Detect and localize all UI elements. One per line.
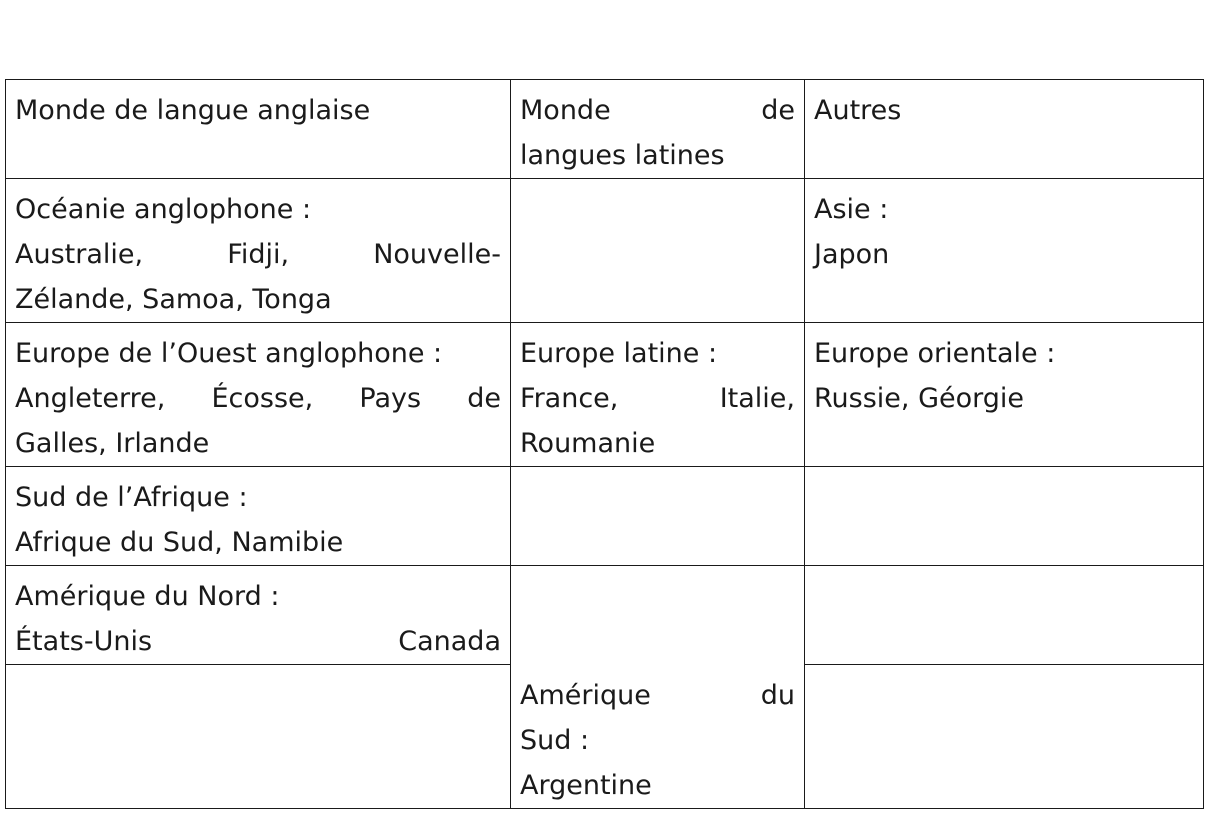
- cell-north-america: [6, 566, 511, 665]
- south-america-word: Amérique: [520, 680, 651, 711]
- header-latin-world: [511, 80, 805, 179]
- table-row: [6, 665, 1204, 809]
- header-others: [805, 80, 1204, 179]
- north-america-usa: États-Unis: [15, 626, 153, 657]
- header-latin-word2: de: [761, 95, 795, 126]
- language-world-table: [5, 79, 1204, 809]
- western-europe-line3: Galles, Irlande: [15, 428, 210, 459]
- header-english-world: [6, 80, 511, 179]
- cell-empty: [511, 566, 805, 665]
- cell-empty: [805, 566, 1204, 665]
- southern-africa-title: Sud de l’Afrique :: [15, 482, 248, 513]
- cell-empty: [511, 179, 805, 323]
- header-english-label: Monde de langue anglaise: [15, 95, 371, 126]
- cell-empty: [805, 467, 1204, 566]
- western-europe-word: Écosse,: [211, 383, 314, 414]
- latin-europe-word: France,: [520, 383, 619, 414]
- oceania-line3: Zélande, Samoa, Tonga: [15, 284, 332, 315]
- header-latin-line2: langues latines: [520, 140, 725, 171]
- header-latin-word1: Monde: [520, 95, 611, 126]
- asia-title: Asie :: [814, 194, 889, 225]
- south-america-countries: Argentine: [520, 770, 652, 801]
- table-row: [6, 467, 1204, 566]
- cell-empty: [805, 665, 1204, 809]
- south-america-word: du: [760, 680, 795, 711]
- north-america-title: Amérique du Nord :: [15, 581, 280, 612]
- latin-europe-line3: Roumanie: [520, 428, 656, 459]
- north-america-canada: Canada: [398, 626, 501, 657]
- western-europe-word: de: [467, 383, 501, 414]
- table-row: [6, 323, 1204, 467]
- oceania-title: Océanie anglophone :: [15, 194, 312, 225]
- oceania-word: Fidji,: [227, 239, 290, 270]
- oceania-word: Nouvelle-: [373, 239, 501, 270]
- latin-europe-title: Europe latine :: [520, 338, 718, 369]
- western-europe-word: Angleterre,: [15, 383, 166, 414]
- eastern-europe-title: Europe orientale :: [814, 338, 1056, 369]
- cell-western-europe: [6, 323, 511, 467]
- cell-oceania: [6, 179, 511, 323]
- table-row: [6, 179, 1204, 323]
- south-america-line2: Sud :: [520, 725, 590, 756]
- cell-asia: [805, 179, 1204, 323]
- eastern-europe-countries: Russie, Géorgie: [814, 383, 1025, 414]
- cell-south-america: [511, 665, 805, 809]
- cell-eastern-europe: [805, 323, 1204, 467]
- western-europe-title: Europe de l’Ouest anglophone :: [15, 338, 443, 369]
- table-row: [6, 80, 1204, 179]
- western-europe-word: Pays: [359, 383, 422, 414]
- oceania-word: Australie,: [15, 239, 144, 270]
- cell-latin-europe: [511, 323, 805, 467]
- latin-europe-word: Italie,: [719, 383, 795, 414]
- cell-empty: [6, 665, 511, 809]
- header-others-label: Autres: [814, 95, 902, 126]
- southern-africa-countries: Afrique du Sud, Namibie: [15, 527, 344, 558]
- cell-southern-africa: [6, 467, 511, 566]
- cell-empty: [511, 467, 805, 566]
- table-row: [6, 566, 1204, 665]
- asia-countries: Japon: [814, 239, 890, 270]
